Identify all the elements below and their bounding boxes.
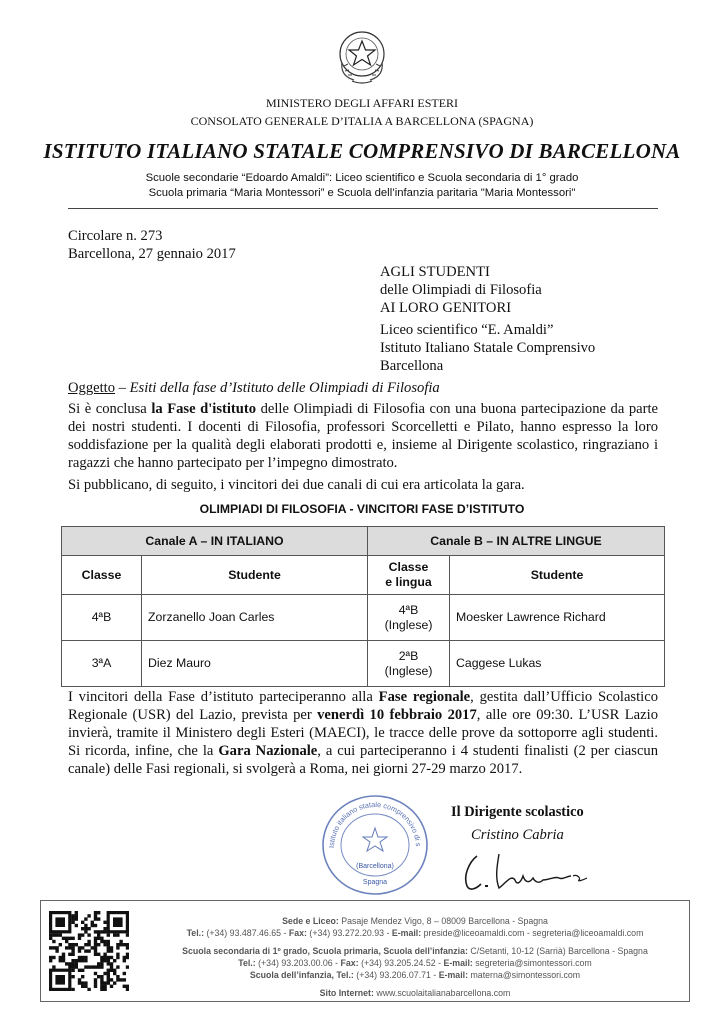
stamp-text: Istituto italiano statale comprensivo di s: [326, 799, 423, 849]
school-stamp: [318, 792, 432, 898]
subject-text: Esiti della fase d’Istituto delle Olimpiadi di Filosofia: [129, 380, 440, 396]
table-row: [62, 595, 665, 641]
channel-b-header: Canale B – IN ALTRE LINGUE: [368, 527, 665, 556]
paragraph-publication: Si pubblicano, di seguito, i vincitori dei due canali di cui era articolata la gara.: [68, 477, 525, 493]
signatory-name: Cristino Cabria: [471, 827, 564, 843]
column-header-student: Studente: [142, 556, 368, 595]
cell-student-a: Diez Mauro: [142, 641, 368, 687]
document-date: Barcellona, 27 gennaio 2017: [68, 246, 236, 262]
svg-text:Istituto italiano statale comp: [318, 792, 423, 848]
channel-a-header: Canale A – IN ITALIANO: [62, 527, 368, 556]
cell-student-a: Zorzanello Joan Carles: [142, 595, 368, 641]
footer-line-seat: Sede e Liceo: Pasaje Mendez Vigo, 8 – 08009 Barcellona - Spagna: [282, 916, 548, 926]
italian-republic-emblem-icon: [334, 26, 390, 86]
footer-line-infancy: Scuola dell’infanzia, Tel.: (+34) 93.206.07.71 - E-mail: materna@simontessori.com: [249, 970, 581, 980]
circolare-number: Circolare n. 273: [68, 228, 163, 244]
signatory-title: Il Dirigente scolastico: [451, 804, 584, 820]
cell-class-a: 4ªB: [62, 595, 142, 641]
recipient-line: Liceo scientifico “E. Amaldi”: [380, 322, 554, 338]
cell-class-b: 2ªB (Inglese): [368, 641, 450, 687]
institute-subtitle-1: Scuole secondarie “Edoardo Amaldi”: Liceo scientifico e Scuola secondaria di 1° grado: [145, 172, 579, 184]
recipient-line: AI LORO GENITORI: [380, 300, 512, 316]
cell-student-b: Caggese Lukas: [450, 641, 665, 687]
column-header-class-language: Classe e lingua: [368, 556, 450, 595]
subject-label: Oggetto: [68, 380, 116, 396]
stamp-country: Spagna: [362, 879, 388, 886]
recipient-line: Istituto Italiano Statale Comprensivo: [380, 340, 596, 356]
footer-contacts: [40, 900, 690, 1002]
subject-line: Oggetto – Esiti della fase d’Istituto delle Olimpiadi di Filosofia: [68, 380, 440, 396]
institute-title: ISTITUTO ITALIANO STATALE COMPRENSIVO DI BARCELLONA: [43, 139, 681, 163]
table-title: OLIMPIADI DI FILOSOFIA - VINCITORI FASE D’ISTITUTO: [199, 502, 525, 516]
column-header-student-b: Studente: [450, 556, 665, 595]
cell-student-b: Moesker Lawrence Richard: [450, 595, 665, 641]
ministry-line: MINISTERO DEGLI AFFARI ESTERI: [265, 96, 459, 110]
footer-line-schools: Scuola secondaria di 1º grado, Scuola primaria, Scuola dell’infanzia: C/Setanti, 10-12 (Sarrià) Barcellona - Spagna: [182, 946, 648, 956]
cell-class-a: 3ªA: [62, 641, 142, 687]
recipient-line: AGLI STUDENTI: [380, 264, 490, 280]
recipient-line: delle Olimpiadi di Filosofia: [380, 282, 542, 298]
handwritten-signature: [455, 846, 595, 894]
institute-subtitle-2: Scuola primaria “Maria Montessori” e Scuola dell’infanzia paritaria "Maria Montessori": [148, 187, 576, 199]
winners-table: [61, 526, 665, 687]
table-row: [62, 641, 665, 687]
paragraph-intro: Si è conclusa la Fase d'istituto delle Olimpiadi di Filosofia con una buona partecipazione da parte dei nostri studenti. I docenti di Filosofia, professori Scorcelletti e Pilato, hanno espresso la loro soddisfazione per la qualità degli elaborati prodotti e, insieme al Dirigente scolastico, ringraziano i ragazzi che hanno partecipato per l’impegno dimostrato.: [68, 401, 659, 471]
recipient-line: Barcellona: [380, 358, 444, 374]
column-header-class: Classe: [62, 556, 142, 595]
footer-line-website[interactable]: Sito Internet: www.scuolaitalianabarcellona.com: [319, 988, 511, 998]
cell-class-b: 4ªB (Inglese): [368, 595, 450, 641]
paragraph-regional-phase: I vincitori della Fase d’istituto parteciperanno alla Fase regionale, gestita dall’Ufficio Scolastico Regionale (USR) del Lazio, prevista per venerdì 10 febbraio 2017, alle ore 09:30. L’USR Lazio invierà, tramite il Ministero degli Esteri (MAECI), le tracce delle prove da sottoporre agli studenti. Si ricorda, infine, che la Gara Nazionale, a cui parteciperanno i 4 studenti finalisti (2 per ciascun canale) delle Fasi regionali, si svolgerà a Roma, nei giorni 27-29 marzo 2017.: [68, 689, 659, 777]
footer-line-schools-contacts: Tel.: (+34) 93.203.00.06 - Fax: (+34) 93.205.24.52 - E-mail: segreteria@simontessori.com: [238, 958, 592, 968]
header-divider: [68, 208, 658, 209]
qr-code-icon: [49, 911, 129, 991]
stamp-city: (Barcellona): [356, 863, 394, 870]
footer-line-contacts: Tel.: (+34) 93.487.46.65 - Fax: (+34) 93.272.20.93 - E-mail: preside@liceoamaldi.com - segreteria@liceoamaldi.com: [186, 928, 644, 938]
consulate-line: CONSOLATO GENERALE D’ITALIA A BARCELLONA (SPAGNA): [190, 114, 534, 128]
